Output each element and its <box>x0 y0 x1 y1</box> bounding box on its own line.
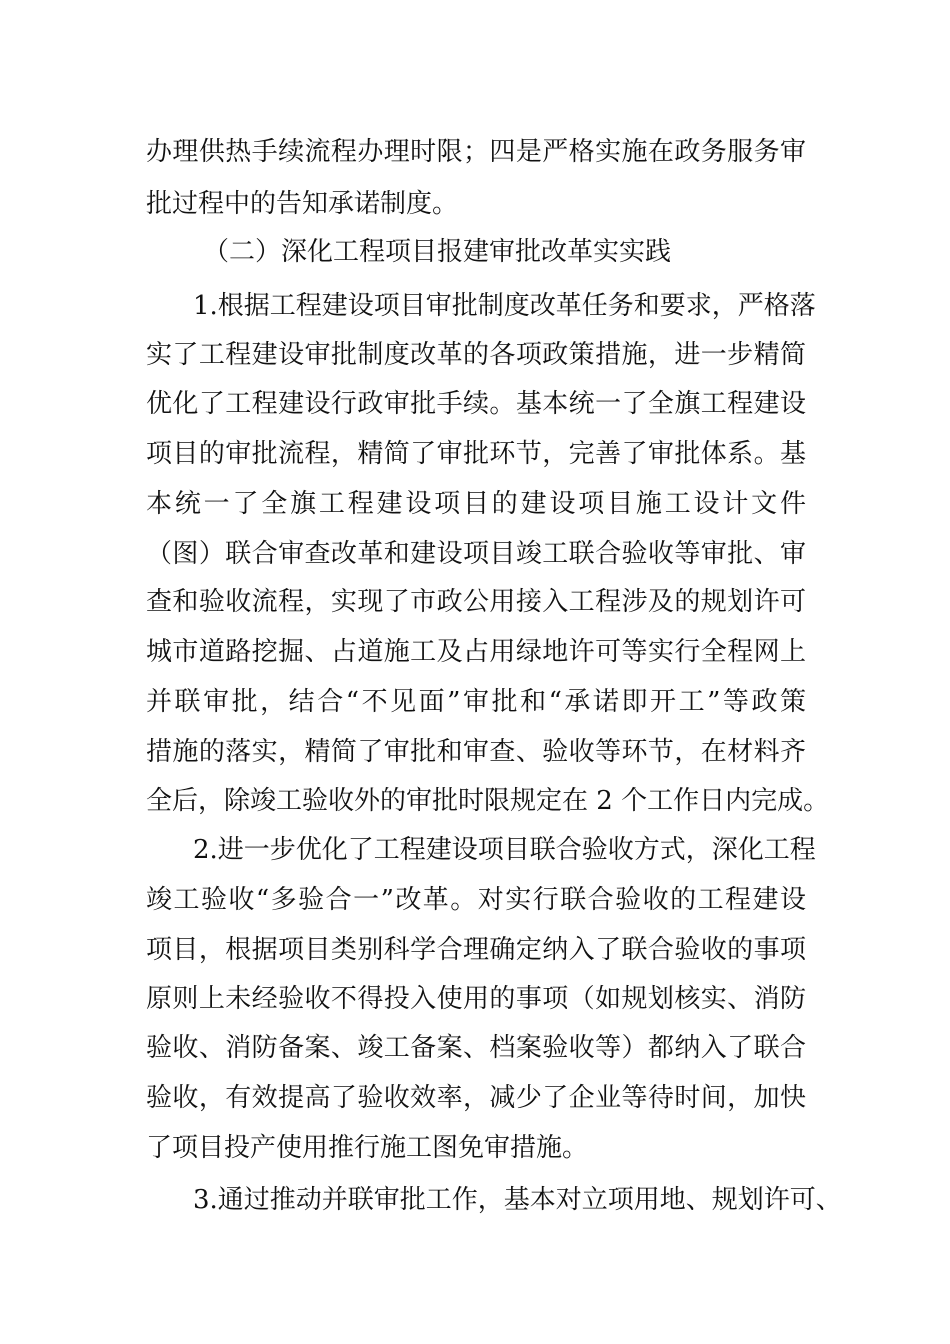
paragraph-1-line: 本统一了全旗工程建设项目的建设项目施工设计文件 <box>146 489 806 519</box>
paragraph-2-line: 竣工验收“多验合一”改革。对实行联合验收的工程建设 <box>146 885 806 915</box>
paragraph-1-line: 优化了工程建设行政审批手续。基本统一了全旗工程建设 <box>146 389 806 419</box>
paragraph-3-line: 3.通过推动并联审批工作，基本对立项用地、规划许可、 <box>193 1185 842 1215</box>
intro-line: 批过程中的告知承诺制度。 <box>146 189 459 219</box>
paragraph-2-line: 验收、消防备案、竣工备案、档案验收等）都纳入了联合 <box>146 1033 806 1063</box>
section-heading: （二）深化工程项目报建审批改革实实践 <box>203 237 672 267</box>
paragraph-1-line: 项目的审批流程，精简了审批环节，完善了审批体系。基 <box>146 439 806 469</box>
paragraph-2-line: 2.进一步优化了工程建设项目联合验收方式，深化工程 <box>193 835 816 865</box>
paragraph-1-line: 查和验收流程，实现了市政公用接入工程涉及的规划许可 <box>146 587 806 617</box>
paragraph-1-line: 实了工程建设审批制度改革的各项政策措施，进一步精简 <box>146 340 806 370</box>
paragraph-1-line: 并联审批，结合“不见面”审批和“承诺即开工”等政策 <box>146 687 806 717</box>
intro-line: 办理供热手续流程办理时限；四是严格实施在政务服务审 <box>146 137 806 167</box>
paragraph-2-line: 原则上未经验收不得投入使用的事项（如规划核实、消防 <box>146 984 806 1014</box>
paragraph-2-line: 项目，根据项目类别科学合理确定纳入了联合验收的事项 <box>146 935 806 965</box>
paragraph-1-line: 措施的落实，精简了审批和审查、验收等环节，在材料齐 <box>146 737 806 767</box>
paragraph-2-line: 验收，有效提高了验收效率，减少了企业等待时间，加快 <box>146 1083 806 1113</box>
paragraph-1-line: （图）联合审查改革和建设项目竣工联合验收等审批、审 <box>146 539 806 569</box>
paragraph-1-line: 1.根据工程建设项目审批制度改革任务和要求，严格落 <box>193 291 816 321</box>
paragraph-1-line: 全后，除竣工验收外的审批时限规定在 2 个工作日内完成。 <box>146 786 830 816</box>
paragraph-2-line: 了项目投产使用推行施工图免审措施。 <box>146 1133 589 1163</box>
paragraph-1-line: 城市道路挖掘、占道施工及占用绿地许可等实行全程网上 <box>146 637 806 667</box>
